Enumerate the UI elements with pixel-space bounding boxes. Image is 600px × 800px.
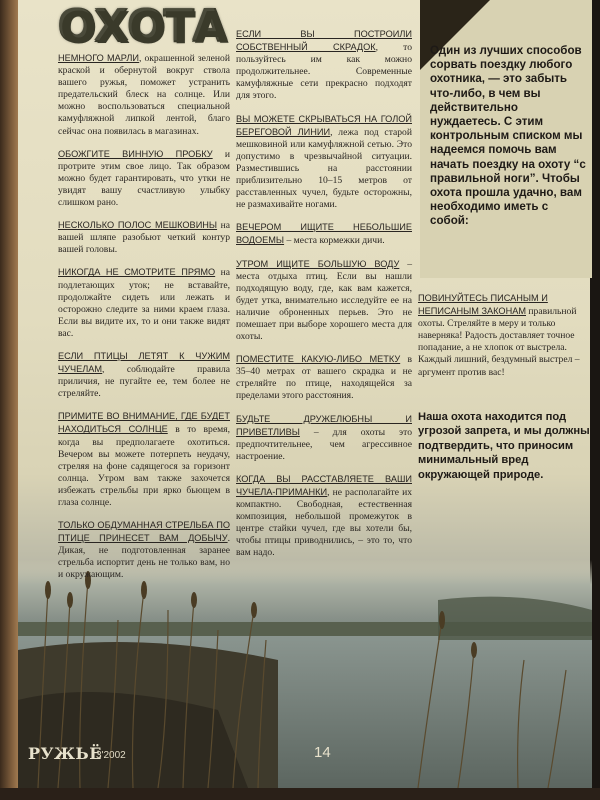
- tip-heading: ПОМЕСТИТЕ КАКУЮ-ЛИБО МЕТКУ: [236, 354, 401, 365]
- rules-heading: ПОВИНУЙТЕСЬ ПИСАНЫМ И НЕПИСАНЫМ ЗАКОНАМ: [418, 293, 548, 317]
- tip-text: , окрашенной зеленой краской и обернутой вокруг ствола вашего ружья, поможет устранить предательский блеск на солнце. Или можно воспользоваться специальной камуфляжной липкой лентой, благо сейчас она появилась в магазинах.: [58, 53, 230, 137]
- tip-text: и протрите этим свое лицо. Так образом можно будет гарантировать, что утки не увидят вашу счастливую улыбку слишком рано.: [58, 148, 230, 209]
- article-title: ОХОТА: [58, 1, 226, 52]
- tip-heading: НЕМНОГО МАРЛИ: [58, 53, 140, 63]
- tip-item: [236, 473, 412, 560]
- tip-heading: ПРИМИТЕ ВО ВНИМАНИЕ, ГДЕ БУДЕТ НАХОДИТЬСЯ СОЛНЦЕ: [58, 411, 230, 435]
- tip-text: в то время, когда вы предполагаете охотиться. Вечером вы можете потерпеть неудачу, стреляя на фоне садящегося за горизонт солнца. Утром вам также захочется избежать стрельбы при ярко бьющем в глаза солнце.: [58, 424, 230, 508]
- tip-item: [236, 353, 412, 402]
- tip-heading: ОБОЖГИТЕ ВИННУЮ ПРОБКУ: [58, 148, 213, 159]
- tip-heading: НИКОГДА НЕ СМОТРИТЕ ПРЯМО: [58, 267, 216, 278]
- tip-heading: КОГДА ВЫ РАССТАВЛЯЕТЕ ВАШИ ЧУЧЕЛА-ПРИМАНКИ: [236, 473, 412, 497]
- tip-heading: УТРОМ ИЩИТЕ БОЛЬШУЮ ВОДУ: [236, 258, 400, 269]
- tip-text: , лежа под старой мешковиной или камуфляжной сетью. Это допустимо в чрезвычайной ситуации. Разместившись на расстоянии приблизительно 10–15 метров от расставленных чучел, будьте осторожны, не размахивайте ногами.: [236, 126, 412, 211]
- intro-text: Один из лучших способов сорвать поездку любого охотника, — это забыть что-либо, в чем вы действительно нуждаетесь. С этим контрольным списком мы надеемся помочь вам начать поездку на охоту “с правильной ноги”. Чтобы охота прошла удачно, вам необходимо иметь с собой:: [430, 44, 586, 228]
- tip-heading: ТОЛЬКО ОБДУМАННАЯ СТРЕЛЬБА ПО ПТИЦЕ ПРИНЕСЕТ ВАМ ДОБЫЧУ: [58, 520, 230, 544]
- tip-heading: ВЫ МОЖЕТЕ СКРЫВАТЬСЯ НА ГОЛОЙ БЕРЕГОВОЙ ЛИНИИ: [236, 113, 412, 137]
- tip-item: [58, 52, 230, 138]
- tip-heading: ЕСЛИ ПТИЦЫ ЛЕТЯТ К ЧУЖИМ ЧУЧЕЛАМ: [58, 350, 230, 375]
- tip-item: [58, 219, 230, 256]
- tip-text: , не располагайте их компактно. Свободная, естественная композиция, небольшой промежуток в центре стайки чучел, где вы хотели бы, чтобы птицы приводнились, – это то, что вам надо.: [236, 487, 412, 559]
- tip-item: [236, 28, 412, 103]
- tip-heading: ЕСЛИ ВЫ ПОСТРОИЛИ СОБСТВЕННЫЙ СКРАДОК: [236, 29, 412, 53]
- column-middle: [236, 28, 412, 570]
- tip-item: [58, 266, 230, 340]
- magazine-spine: [0, 0, 18, 800]
- tip-text: . Дикая, не подготовленная заранее стрельба испортит день не только вам, но и окружающим.: [58, 533, 230, 581]
- rules-paragraph: [418, 292, 590, 379]
- tip-text: – места отдыха птиц. Если вы нашли подходящую воду, где, как вам кажется, будет утка, внимательно исследуйте ее на наличие оброненных перьев. Это не помешает при выборе хорошего места для охоты.: [236, 258, 412, 343]
- tip-text: – для охоты это предпочтительнее, чем агрессивное настроение.: [236, 426, 412, 462]
- rules-text: правильной охоты. Стреляйте в меру и только наверняка! Радость доставляет точное попадание, а не хлопок от выстрела. Каждый лишний, бездумный выстрел – аргумент против вас!: [418, 306, 580, 378]
- tip-item: [58, 410, 230, 509]
- tip-heading: БУДЬТЕ ДРУЖЕЛЮБНЫ И ПРИВЕТЛИВЫ: [236, 413, 412, 437]
- tip-item: [58, 350, 230, 400]
- tip-text: – места кормежки дичи.: [284, 235, 385, 247]
- tip-item: [236, 113, 412, 212]
- tip-heading: НЕСКОЛЬКО ПОЛОС МЕШКОВИНЫ: [58, 220, 218, 231]
- tip-text: на подлетающих уток; не вставайте, продолжайте сидеть или лежать и осторожно следите за ними краем глаза. Если вы видите их, то и они также видят вас.: [58, 267, 230, 339]
- tip-text: , то пользуйтесь им как можно продолжительнее. Современные камуфляжные сети прекрасно подходят для этого.: [236, 42, 412, 102]
- tip-item: [58, 519, 230, 581]
- tip-item: [236, 221, 412, 247]
- page-number: 14: [314, 744, 331, 761]
- issue-number: 3'2002: [96, 750, 126, 761]
- tip-item: [236, 258, 412, 344]
- page-edge: [0, 788, 600, 800]
- closing-statement: Наша охота находится под угрозой запрета, и мы должны подтвердить, что приносим минимальный вред окружающей природе.: [418, 411, 590, 481]
- tip-text: на вашей шляпе разобьют четкий контур вашей головы.: [58, 220, 230, 256]
- tip-item: [58, 148, 230, 209]
- tip-heading: ВЕЧЕРОМ ИЩИТЕ НЕБОЛЬШИЕ ВОДОЕМЫ: [236, 222, 412, 246]
- tip-text: в 35–40 метрах от вашего скрадка и не стреляйте по птице, находящейся за пределами этого расстояния.: [236, 354, 412, 402]
- column-left: [58, 52, 230, 592]
- tip-text: , соблюдайте правила приличия, не пугайте ее, тем более не стреляйте.: [58, 364, 230, 400]
- magazine-logo: РУЖЬЁ: [28, 744, 102, 763]
- tip-item: [236, 413, 412, 463]
